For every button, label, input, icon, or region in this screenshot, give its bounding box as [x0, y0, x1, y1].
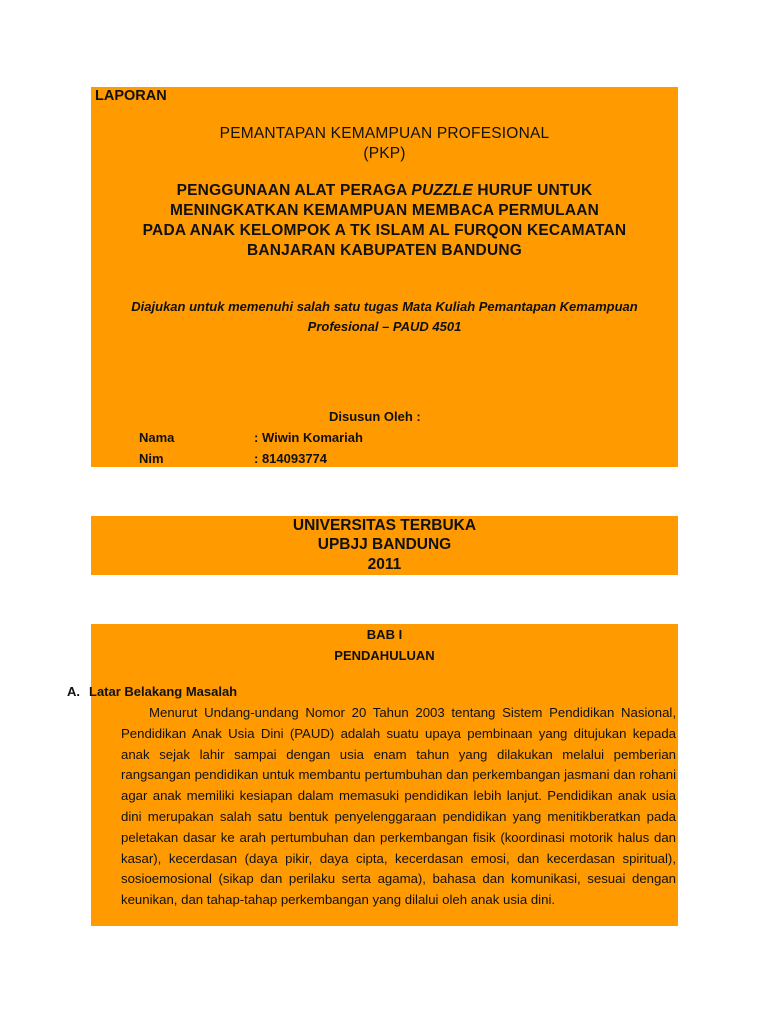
chapter-title: PENDAHULUAN: [334, 648, 435, 663]
nim-value: : 814093774: [254, 451, 328, 466]
report-title-line4: BANJARAN KABUPATEN BANDUNG: [246, 242, 522, 259]
title-prefix: PENGGUNAAN ALAT PERAGA: [176, 182, 412, 199]
purpose-line2: Profesional – PAUD 4501: [307, 319, 462, 334]
report-label: LAPORAN: [95, 88, 167, 104]
university-name: UNIVERSITAS TERBUKA: [292, 517, 477, 534]
year: 2011: [367, 556, 402, 573]
name-label: Nama: [139, 430, 175, 445]
paragraph: Menurut Undang-undang Nomor 20 Tahun 2003 tentang Sistem Pendidikan Nasional, Pendidikan Anak Usia Dini (PAUD) adalah suatu upaya pembinaan yang ditujukan kepada anak sejak lahir sampai dengan usia enam tahun yang dilakukan melalui pemberian rangsangan pendidikan untuk membantu pertumbuhan dan perkembangan jasmani dan rohani agar anak memiliki kesiapan dalam memasuki pendidikan lebih lanjut. Pendidikan anak usia dini merupakan salah satu bentuk penyelenggaraan pendidikan yang menitikberatkan pada peletakan dasar ke arah pertumbuhan dan perkembangan fisik (koordinasi motorik halus dan kasar), kecerdasan (daya pikir, daya cipta, kecerdasan emosi, dan kecerdasan spiritual), sosioemosional (sikap dan perilaku serta agama), bahasa dan komunikasi, sesuai dengan keunikan, dan tahap-tahap perkembangan yang dilalui oleh anak usia dini.: [121, 705, 676, 908]
section-heading: [67, 684, 237, 699]
upbjj-name: UPBJJ BANDUNG: [317, 536, 452, 553]
cover-block: [91, 87, 678, 467]
author-heading: Disusun Oleh :: [329, 409, 421, 424]
background-text: [121, 703, 676, 911]
program-title-line1: PEMANTAPAN KEMAMPUAN PROFESIONAL: [219, 125, 550, 142]
report-title-line3: PADA ANAK KELOMPOK A TK ISLAM AL FURQON KECAMATAN: [142, 222, 627, 239]
purpose-line1: Diajukan untuk memenuhi salah satu tugas Mata Kuliah Pemantapan Kemampuan: [131, 299, 638, 314]
section-title: Latar Belakang Masalah: [89, 684, 238, 699]
report-title-line1: [91, 181, 678, 201]
nim-label: Nim: [139, 451, 164, 466]
title-suffix: HURUF UNTUK: [472, 182, 593, 199]
title-italic-word: PUZZLE: [411, 182, 473, 199]
chapter-block: [67, 624, 678, 926]
section-letter: A.: [67, 684, 80, 699]
name-value: : Wiwin Komariah: [254, 430, 363, 445]
chapter-number: BAB I: [366, 627, 403, 642]
program-title-line2: (PKP): [363, 145, 406, 162]
report-title-line2: MENINGKATKAN KEMAMPUAN MEMBACA PERMULAAN: [169, 202, 600, 219]
institution-block: [91, 516, 678, 575]
